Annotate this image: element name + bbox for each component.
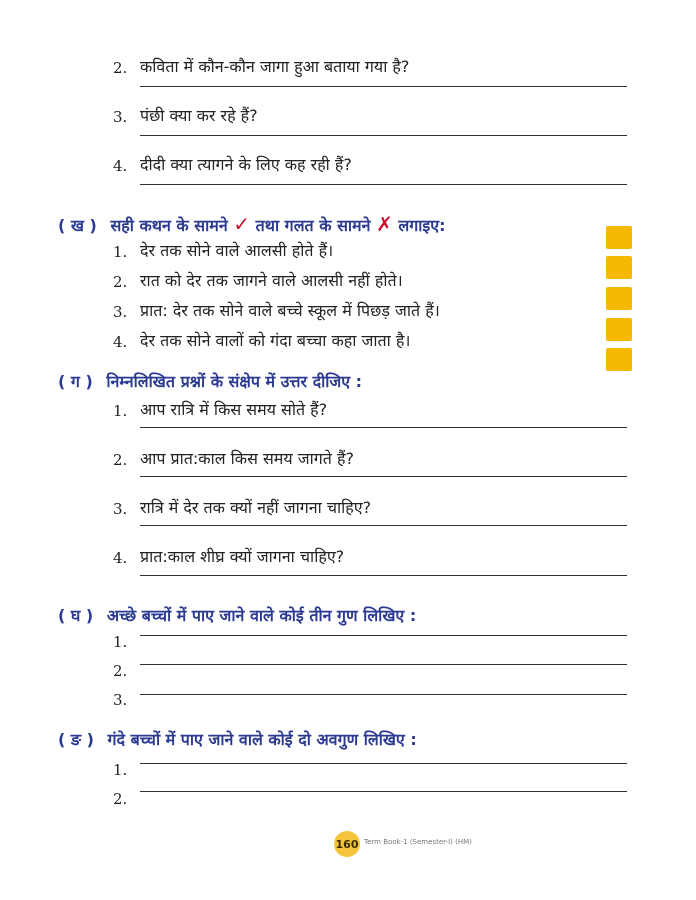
line-number: 2. xyxy=(113,790,128,808)
statement-text: देर तक सोने वालों को गंदा बच्चा कहा जाता है। xyxy=(140,331,411,350)
answer-line[interactable] xyxy=(140,575,627,576)
question-number: 4. xyxy=(113,157,128,175)
question-text: कविता में कौन-कौन जागा हुआ बताया गया है? xyxy=(140,57,410,76)
line-number: 1. xyxy=(113,633,128,651)
section-kha-heading xyxy=(58,212,446,236)
answer-box-4[interactable] xyxy=(606,318,632,341)
answer-line[interactable] xyxy=(140,427,627,428)
question-number: 2. xyxy=(113,451,128,469)
section-nga-heading xyxy=(58,728,417,750)
question-number: 4. xyxy=(113,549,128,567)
question-text: आप प्रात:काल किस समय जागते हैं? xyxy=(140,449,354,468)
section-mark: ( ख ) xyxy=(58,216,97,235)
answer-line[interactable] xyxy=(140,763,627,764)
page-number: 160 xyxy=(335,837,359,851)
section-mark: ( ङ ) xyxy=(58,730,94,749)
answer-line[interactable] xyxy=(140,635,627,636)
heading-text: निम्नलिखित प्रश्नों के संक्षेप में उत्तर दीजिए : xyxy=(106,372,363,391)
tick-icon: ✓ xyxy=(233,212,251,236)
section-ga-heading xyxy=(58,370,362,392)
page-number-badge xyxy=(334,831,360,857)
heading-part-start: सही कथन के सामने xyxy=(110,216,228,235)
heading-part-mid: तथा गलत के सामने xyxy=(255,216,371,235)
section-gha-heading xyxy=(58,604,416,626)
question-number: 1. xyxy=(113,402,128,420)
statement-number: 1. xyxy=(113,243,128,261)
cross-icon: ✗ xyxy=(376,212,393,236)
answer-box-2[interactable] xyxy=(606,256,632,279)
heading-part-end: लगाइए: xyxy=(398,216,446,235)
section-mark: ( ग ) xyxy=(58,372,93,391)
question-text: आप रात्रि में किस समय सोते हैं? xyxy=(140,400,328,419)
answer-line[interactable] xyxy=(140,86,627,87)
heading-text: अच्छे बच्चों में पाए जाने वाले कोई तीन गुण लिखिए : xyxy=(106,606,417,625)
answer-box-3[interactable] xyxy=(606,287,632,310)
question-text: दीदी क्या त्यागने के लिए कह रही हैं? xyxy=(140,155,352,174)
question-number: 3. xyxy=(113,500,128,518)
answer-line[interactable] xyxy=(140,791,627,792)
answer-line[interactable] xyxy=(140,184,627,185)
statement-number: 4. xyxy=(113,333,128,351)
answer-line[interactable] xyxy=(140,476,627,477)
question-number: 3. xyxy=(113,108,128,126)
answer-line[interactable] xyxy=(140,694,627,695)
statement-number: 3. xyxy=(113,303,128,321)
statement-text: रात को देर तक जागने वाले आलसी नहीं होते। xyxy=(140,271,403,290)
book-title: Term Book-1 (Semester-I) (HM) xyxy=(364,838,472,846)
answer-line[interactable] xyxy=(140,525,627,526)
line-number: 2. xyxy=(113,662,128,680)
answer-line[interactable] xyxy=(140,135,627,136)
statement-text: देर तक सोने वाले आलसी होते हैं। xyxy=(140,241,334,260)
line-number: 3. xyxy=(113,691,128,709)
question-text: प्रात:काल शीघ्र क्यों जागना चाहिए? xyxy=(140,547,345,566)
question-number: 2. xyxy=(113,59,128,77)
answer-line[interactable] xyxy=(140,664,627,665)
heading-text: गंदे बच्चों में पाए जाने वाले कोई दो अवगुण लिखिए : xyxy=(107,730,417,749)
question-text: रात्रि में देर तक क्यों नहीं जागना चाहिए? xyxy=(140,498,372,517)
statement-text: प्रात: देर तक सोने वाले बच्चे स्कूल में पिछड़ जाते हैं। xyxy=(140,301,440,320)
answer-box-5[interactable] xyxy=(606,348,632,371)
statement-number: 2. xyxy=(113,273,128,291)
question-text: पंछी क्या कर रहे हैं? xyxy=(140,106,258,125)
line-number: 1. xyxy=(113,761,128,779)
answer-box-1[interactable] xyxy=(606,226,632,249)
section-mark: ( घ ) xyxy=(58,606,94,625)
